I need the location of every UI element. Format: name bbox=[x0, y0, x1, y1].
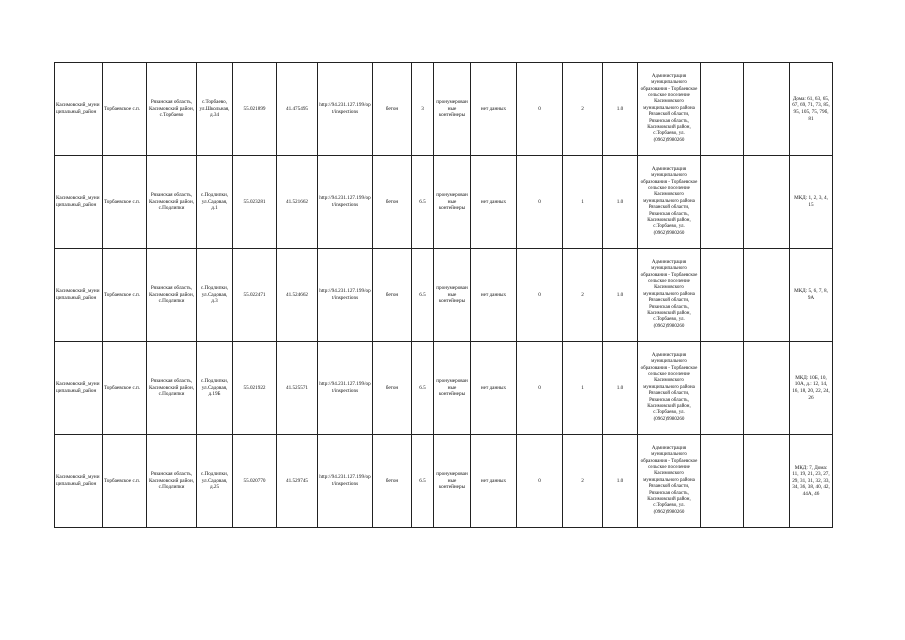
empty-cell-2 bbox=[744, 342, 790, 435]
type-cell: пронумерованные контейнеры bbox=[434, 156, 471, 249]
count1-cell: 0 bbox=[517, 342, 563, 435]
latitude-cell: 55.022471 bbox=[233, 249, 277, 342]
district-cell: Касимовский_муниципальный_район bbox=[55, 249, 103, 342]
owner-cell: Администрация муниципального образования - Торбаевское сельское поселение Касимовского муниципального района Рязанской области, Рязанская область, Касимовский район, с.Торбаево, ул. (0962)9980260 bbox=[638, 156, 701, 249]
owner-cell: Администрация муниципального образования - Торбаевское сельское поселение Касимовского муниципального района Рязанской области, Рязанская область, Касимовский район, с.Торбаево, ул. (0962)9980260 bbox=[638, 63, 701, 156]
source-cell: нет данных bbox=[471, 156, 517, 249]
volume-cell: 1.0 bbox=[603, 342, 638, 435]
area-cell: 6.5 bbox=[412, 156, 434, 249]
cover-cell: бетон bbox=[373, 63, 412, 156]
type-cell: пронумерованные контейнеры bbox=[434, 435, 471, 528]
table-row bbox=[55, 435, 833, 528]
settlement-cell: Торбаевское с.п. bbox=[103, 63, 147, 156]
cover-cell: бетон bbox=[373, 435, 412, 528]
empty-cell-1 bbox=[701, 249, 744, 342]
longitude-cell: 41.521662 bbox=[277, 156, 318, 249]
district-cell: Касимовский_муниципальный_район bbox=[55, 156, 103, 249]
region-cell: Рязанская область, Касимовский район, с.Подлипки bbox=[147, 342, 197, 435]
longitude-cell: 41.525571 bbox=[277, 342, 318, 435]
volume-cell: 1.0 bbox=[603, 63, 638, 156]
latitude-cell: 55.023281 bbox=[233, 156, 277, 249]
region-cell: Рязанская область, Касимовский район, с.Подлипки bbox=[147, 156, 197, 249]
owner-cell: Администрация муниципального образования - Торбаевское сельское поселение Касимовского муниципального района Рязанской области, Рязанская область, Касимовский район, с.Торбаево, ул. (0962)9980260 bbox=[638, 342, 701, 435]
settlement-cell: Торбаевское с.п. bbox=[103, 342, 147, 435]
area-cell: 6.5 bbox=[412, 342, 434, 435]
url-cell: http://94.231.127.199/opt/inspections bbox=[318, 435, 373, 528]
table-row bbox=[55, 156, 833, 249]
longitude-cell: 41.475495 bbox=[277, 63, 318, 156]
address-cell: с.Подлипки, ул.Садовая, д.19Б bbox=[197, 342, 233, 435]
cover-cell: бетон bbox=[373, 342, 412, 435]
owner-cell: Администрация муниципального образования - Торбаевское сельское поселение Касимовского муниципального района Рязанской области, Рязанская область, Касимовский район, с.Торбаево, ул. (0962)9980260 bbox=[638, 435, 701, 528]
empty-cell-2 bbox=[744, 63, 790, 156]
area-cell: 6.5 bbox=[412, 249, 434, 342]
houses-cell: Дома: 61, 63, 65, 67, 69, 71, 73, 85, 95, 105, 75, 79б, 81 bbox=[790, 63, 833, 156]
empty-cell-1 bbox=[701, 156, 744, 249]
volume-cell: 1.0 bbox=[603, 156, 638, 249]
source-cell: нет данных bbox=[471, 63, 517, 156]
settlement-cell: Торбаевское с.п. bbox=[103, 435, 147, 528]
url-cell: http://94.231.127.199/opt/inspections bbox=[318, 342, 373, 435]
type-cell: пронумерованные контейнеры bbox=[434, 63, 471, 156]
empty-cell-2 bbox=[744, 156, 790, 249]
settlement-cell: Торбаевское с.п. bbox=[103, 249, 147, 342]
longitude-cell: 41.529745 bbox=[277, 435, 318, 528]
longitude-cell: 41.524662 bbox=[277, 249, 318, 342]
region-cell: Рязанская область, Касимовский район, с.Подлипки bbox=[147, 249, 197, 342]
type-cell: пронумерованные контейнеры bbox=[434, 342, 471, 435]
cover-cell: бетон bbox=[373, 156, 412, 249]
latitude-cell: 55.021922 bbox=[233, 342, 277, 435]
volume-cell: 1.0 bbox=[603, 249, 638, 342]
count1-cell: 0 bbox=[517, 249, 563, 342]
count1-cell: 0 bbox=[517, 435, 563, 528]
url-cell: http://94.231.127.199/opt/inspections bbox=[318, 249, 373, 342]
source-cell: нет данных bbox=[471, 435, 517, 528]
houses-cell: МКД: 1, 2, 3, 4, 15 bbox=[790, 156, 833, 249]
empty-cell-2 bbox=[744, 249, 790, 342]
cover-cell: бетон bbox=[373, 249, 412, 342]
source-cell: нет данных bbox=[471, 342, 517, 435]
houses-cell: МКД: 10Б, 10, 10А, д.: 12, 14, 16, 18, 20, 22, 24, 26 bbox=[790, 342, 833, 435]
latitude-cell: 55.021899 bbox=[233, 63, 277, 156]
address-cell: с.Подлипки, ул.Садовая, д.3 bbox=[197, 249, 233, 342]
count2-cell: 2 bbox=[563, 63, 603, 156]
area-cell: 3 bbox=[412, 63, 434, 156]
district-cell: Касимовский_муниципальный_район bbox=[55, 63, 103, 156]
region-cell: Рязанская область, Касимовский район, с.Торбаево bbox=[147, 63, 197, 156]
region-cell: Рязанская область, Касимовский район, с.Подлипки bbox=[147, 435, 197, 528]
table-row bbox=[55, 249, 833, 342]
empty-cell-2 bbox=[744, 435, 790, 528]
houses-cell: МКД: 7, Дома: 11, 19, 21, 23, 27, 29, 31, 31, 32, 33, 34, 36, 38, 40, 42, 44А, 46 bbox=[790, 435, 833, 528]
count2-cell: 2 bbox=[563, 435, 603, 528]
address-cell: с.Подлипки, ул.Садовая, д.25 bbox=[197, 435, 233, 528]
houses-cell: МКД: 5, 6, 7, 8, 9А bbox=[790, 249, 833, 342]
latitude-cell: 55.020770 bbox=[233, 435, 277, 528]
district-cell: Касимовский_муниципальный_район bbox=[55, 342, 103, 435]
table-row bbox=[55, 342, 833, 435]
url-cell: http://94.231.127.199/opt/inspections bbox=[318, 63, 373, 156]
district-cell: Касимовский_муниципальный_район bbox=[55, 435, 103, 528]
count1-cell: 0 bbox=[517, 63, 563, 156]
registry-table bbox=[54, 62, 833, 528]
url-cell: http://94.231.127.199/opt/inspections bbox=[318, 156, 373, 249]
address-cell: с.Торбаево, ул.Школьная, д.34 bbox=[197, 63, 233, 156]
empty-cell-1 bbox=[701, 435, 744, 528]
area-cell: 6.5 bbox=[412, 435, 434, 528]
table-row bbox=[55, 63, 833, 156]
count2-cell: 1 bbox=[563, 156, 603, 249]
count1-cell: 0 bbox=[517, 156, 563, 249]
owner-cell: Администрация муниципального образования - Торбаевское сельское поселение Касимовского муниципального района Рязанской области, Рязанская область, Касимовский район, с.Торбаево, ул. (0962)9980260 bbox=[638, 249, 701, 342]
count2-cell: 1 bbox=[563, 342, 603, 435]
empty-cell-1 bbox=[701, 342, 744, 435]
type-cell: пронумерованные контейнеры bbox=[434, 249, 471, 342]
source-cell: нет данных bbox=[471, 249, 517, 342]
empty-cell-1 bbox=[701, 63, 744, 156]
settlement-cell: Торбаевское с.п. bbox=[103, 156, 147, 249]
volume-cell: 1.0 bbox=[603, 435, 638, 528]
count2-cell: 2 bbox=[563, 249, 603, 342]
address-cell: с.Подлипки, ул.Садовая, д.1 bbox=[197, 156, 233, 249]
